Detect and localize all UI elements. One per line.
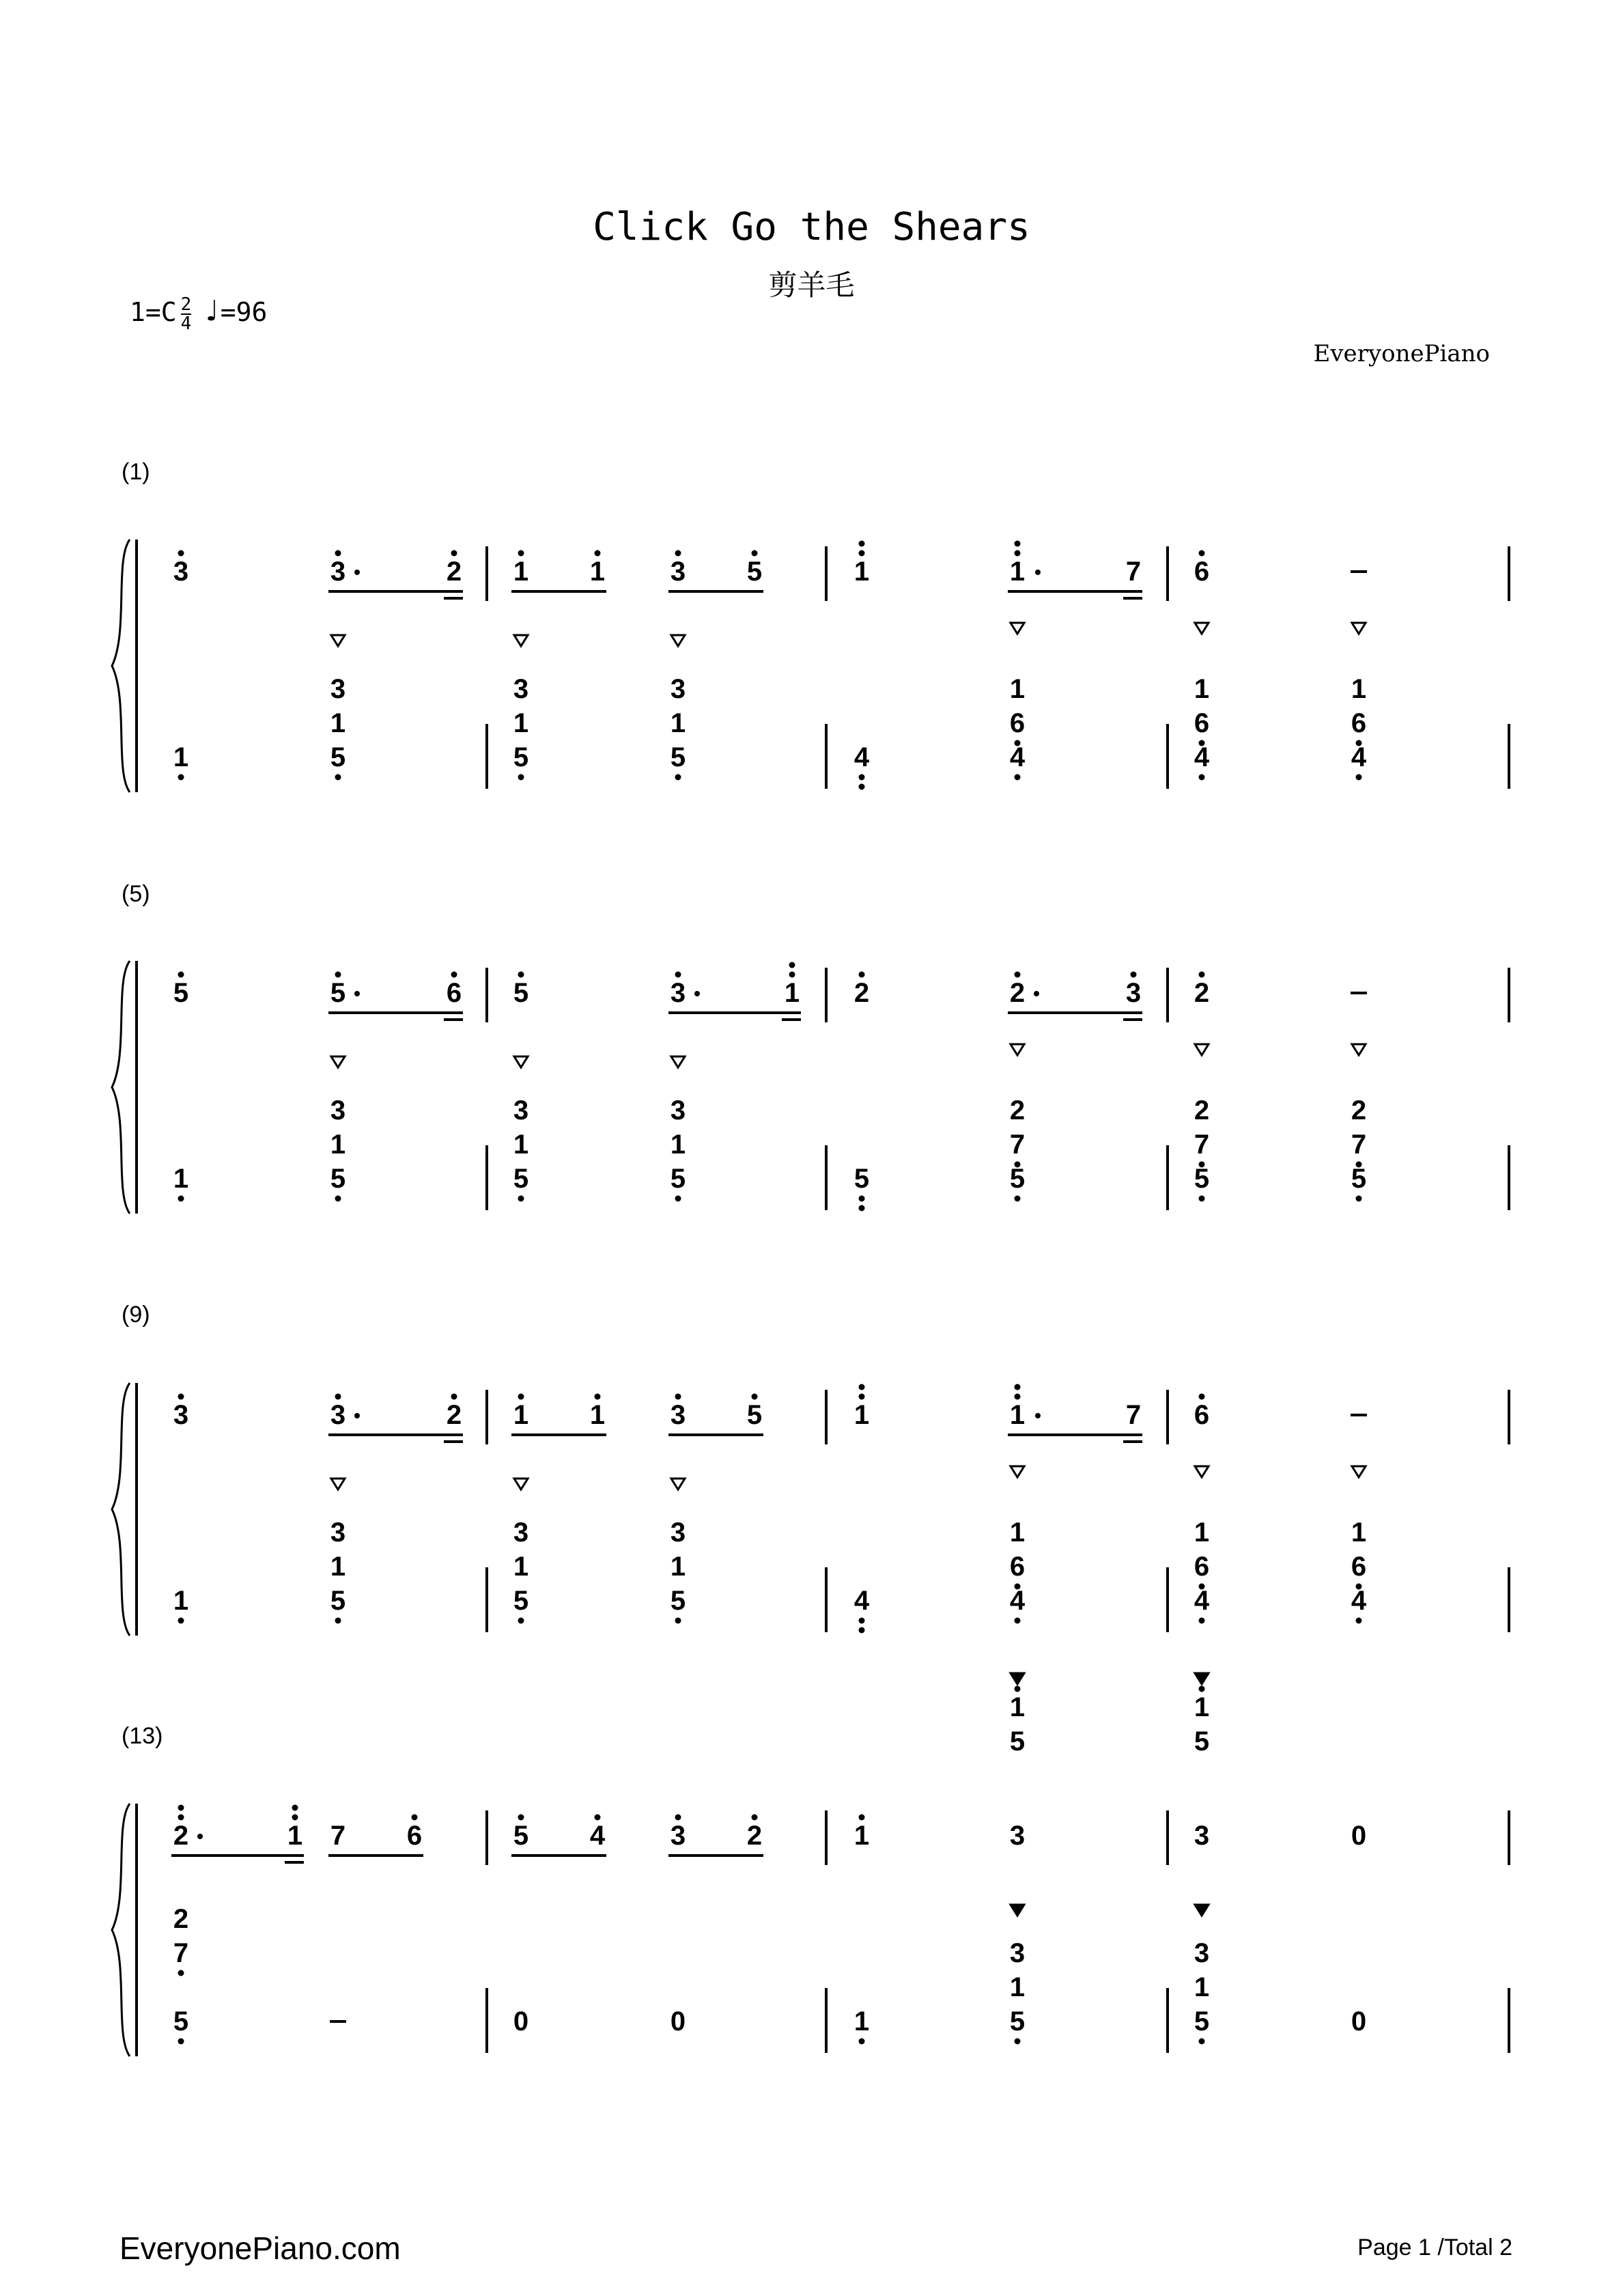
score-title: Click Go the Shears bbox=[593, 205, 1030, 249]
note-digit: 3 bbox=[330, 1095, 346, 1125]
note-digit: 1 bbox=[1351, 1517, 1367, 1548]
octave-dot bbox=[1015, 1686, 1021, 1692]
note-digit: 1 bbox=[1194, 674, 1210, 704]
note-digit: 1 bbox=[513, 1400, 529, 1430]
note-digit: 1 bbox=[330, 708, 346, 738]
note-digit: 2 bbox=[173, 1904, 189, 1934]
octave-dot bbox=[178, 1394, 184, 1400]
staccato-triangle-icon bbox=[1352, 1466, 1366, 1477]
note-digit: 3 bbox=[330, 674, 346, 704]
note-digit: 3 bbox=[330, 1400, 346, 1430]
rhythm-dot bbox=[354, 991, 360, 996]
staccato-triangle-icon bbox=[671, 1479, 685, 1489]
note-digit: 2 bbox=[1009, 978, 1026, 1008]
octave-dot bbox=[1199, 1618, 1205, 1624]
octave-dot bbox=[518, 550, 524, 557]
note-digit: 3 bbox=[513, 1517, 529, 1548]
system-1-measure-number: (1) bbox=[122, 459, 150, 485]
staccato-triangle-icon bbox=[514, 635, 528, 646]
note-digit: 1 bbox=[513, 708, 529, 738]
octave-dot bbox=[859, 541, 865, 547]
grand-staff-brace bbox=[112, 1804, 130, 2056]
note-digit: 3 bbox=[670, 1517, 686, 1548]
octave-dot bbox=[789, 962, 795, 968]
note-digit: 1 bbox=[1009, 674, 1026, 704]
octave-dot bbox=[1199, 1677, 1205, 1683]
octave-dot bbox=[1199, 2039, 1205, 2045]
time-signature-top: 2 bbox=[180, 294, 192, 315]
rhythm-dot bbox=[1035, 1413, 1041, 1418]
octave-dot bbox=[595, 1815, 601, 1821]
note-digit: 4 bbox=[1194, 742, 1210, 772]
note-digit: 4 bbox=[1194, 1586, 1210, 1616]
note-digit: 5 bbox=[670, 1164, 686, 1194]
note-digit: 3 bbox=[670, 674, 686, 704]
rhythm-dot bbox=[1034, 991, 1039, 996]
octave-dot bbox=[1015, 2039, 1021, 2045]
octave-dot bbox=[451, 550, 457, 557]
note-digit: 1 bbox=[784, 978, 800, 1008]
note-digit: 5 bbox=[1194, 2006, 1210, 2036]
octave-dot bbox=[178, 972, 184, 978]
octave-dot bbox=[675, 1196, 681, 1202]
note-digit: 1 bbox=[1351, 674, 1367, 704]
octave-dot bbox=[789, 972, 795, 978]
octave-dot bbox=[1199, 550, 1205, 557]
note-digit: 1 bbox=[1009, 557, 1026, 587]
octave-dot bbox=[1199, 1686, 1205, 1692]
octave-dot bbox=[518, 1618, 524, 1624]
grand-staff-brace bbox=[112, 961, 130, 1214]
note-digit: 5 bbox=[670, 1586, 686, 1616]
octave-dot bbox=[518, 972, 524, 978]
octave-dot bbox=[1015, 541, 1021, 547]
octave-dot bbox=[675, 972, 681, 978]
octave-dot bbox=[335, 1394, 341, 1400]
note-digit: 5 bbox=[330, 742, 346, 772]
note-digit: 1 bbox=[670, 1130, 686, 1160]
staccato-triangle-icon bbox=[1352, 623, 1366, 634]
note-digit: 3 bbox=[670, 557, 686, 587]
note-digit: 6 bbox=[1194, 708, 1210, 738]
octave-dot bbox=[335, 1196, 341, 1202]
note-digit: 5 bbox=[513, 742, 529, 772]
note-digit: 1 bbox=[1009, 1400, 1026, 1430]
note-digit: 1 bbox=[853, 1821, 870, 1851]
octave-dot bbox=[335, 774, 341, 781]
note-digit: 5 bbox=[513, 1821, 529, 1851]
note-digit: 2 bbox=[446, 1400, 462, 1430]
note-digit: 4 bbox=[589, 1821, 606, 1851]
octave-dot bbox=[518, 1394, 524, 1400]
staccato-triangle-icon bbox=[671, 1056, 685, 1067]
footer-site: EveryonePiano.com bbox=[119, 2230, 401, 2266]
note-digit: 5 bbox=[746, 557, 763, 587]
note-digit: 1 bbox=[1009, 1972, 1026, 2002]
note-digit: 5 bbox=[1009, 1164, 1026, 1194]
note-digit: 1 bbox=[1009, 1517, 1026, 1548]
octave-dot bbox=[1015, 1677, 1021, 1683]
note-digit: 6 bbox=[1194, 1400, 1210, 1430]
octave-dot bbox=[178, 1970, 184, 1976]
accent-triangle-icon bbox=[1011, 1905, 1024, 1916]
note-digit: 3 bbox=[1009, 1821, 1026, 1851]
octave-dot bbox=[859, 1618, 865, 1624]
note-digit: 2 bbox=[853, 978, 870, 1008]
quarter-note-icon: ♩ bbox=[202, 294, 221, 328]
note-digit: 6 bbox=[1009, 708, 1026, 738]
octave-dot bbox=[178, 550, 184, 557]
octave-dot bbox=[1356, 1618, 1362, 1624]
note-digit: 2 bbox=[1194, 978, 1210, 1008]
note-digit: 4 bbox=[853, 1586, 870, 1616]
note-digit: 3 bbox=[670, 1821, 686, 1851]
note-digit: 5 bbox=[173, 2006, 189, 2036]
note-digit: 5 bbox=[1194, 1164, 1210, 1194]
staccato-triangle-icon bbox=[514, 1056, 528, 1067]
octave-dot bbox=[335, 550, 341, 557]
octave-dot bbox=[675, 1815, 681, 1821]
note-digit: 4 bbox=[1009, 1586, 1026, 1616]
octave-dot bbox=[178, 1618, 184, 1624]
note-digit: 7 bbox=[1194, 1130, 1210, 1160]
octave-dot bbox=[859, 972, 865, 978]
note-digit: 6 bbox=[1351, 1552, 1367, 1582]
note-digit: 3 bbox=[670, 1400, 686, 1430]
note-digit: 3 bbox=[1125, 978, 1142, 1008]
staccato-triangle-icon bbox=[331, 635, 345, 646]
note-digit: 4 bbox=[1009, 742, 1026, 772]
octave-dot bbox=[1015, 1196, 1021, 1202]
octave-dot bbox=[1015, 774, 1021, 781]
octave-dot bbox=[859, 550, 865, 557]
note-digit: 1 bbox=[1194, 1692, 1210, 1722]
note-digit: 4 bbox=[1351, 1586, 1367, 1616]
note-digit: 5 bbox=[1009, 2006, 1026, 2036]
arranger-credit: EveryonePiano bbox=[1313, 340, 1490, 367]
octave-dot bbox=[752, 1815, 758, 1821]
staccato-triangle-icon bbox=[331, 1479, 345, 1489]
note-digit: 5 bbox=[173, 978, 189, 1008]
staccato-triangle-icon bbox=[1195, 1044, 1209, 1055]
note-digit: 7 bbox=[173, 1938, 189, 1968]
staccato-triangle-icon bbox=[1011, 1466, 1024, 1477]
note-digit: 3 bbox=[670, 978, 686, 1008]
octave-dot bbox=[178, 1196, 184, 1202]
note-digit: 1 bbox=[330, 1130, 346, 1160]
note-digit: 6 bbox=[1009, 1552, 1026, 1582]
note-digit: 1 bbox=[1194, 1972, 1210, 2002]
octave-dot bbox=[292, 1805, 298, 1811]
note-digit: 1 bbox=[1009, 1692, 1026, 1722]
grand-staff-brace bbox=[112, 540, 130, 792]
note-digit: 1 bbox=[670, 1552, 686, 1582]
octave-dot bbox=[1199, 1196, 1205, 1202]
note-digit: 1 bbox=[330, 1552, 346, 1582]
octave-dot bbox=[1199, 774, 1205, 781]
octave-dot bbox=[1015, 1394, 1021, 1400]
note-digit: 4 bbox=[853, 742, 870, 772]
note-digit: 3 bbox=[513, 1095, 529, 1125]
octave-dot bbox=[675, 1618, 681, 1624]
note-digit: 5 bbox=[330, 1164, 346, 1194]
note-digit: 3 bbox=[173, 1400, 189, 1430]
octave-dot bbox=[292, 1815, 298, 1821]
octave-dot bbox=[859, 1394, 865, 1400]
note-digit: 6 bbox=[1351, 708, 1367, 738]
octave-dot bbox=[1015, 1384, 1021, 1390]
note-digit: 5 bbox=[853, 1164, 870, 1194]
staccato-triangle-icon bbox=[1352, 1044, 1366, 1055]
octave-dot bbox=[1015, 972, 1021, 978]
note-digit: 5 bbox=[746, 1400, 763, 1430]
note-digit: 3 bbox=[1194, 1938, 1210, 1968]
octave-dot bbox=[859, 1627, 865, 1634]
octave-dot bbox=[859, 2039, 865, 2045]
note-digit: 2 bbox=[173, 1821, 189, 1851]
octave-dot bbox=[178, 1805, 184, 1811]
note-digit: 3 bbox=[1194, 1821, 1210, 1851]
score-subtitle: 剪羊毛 bbox=[768, 268, 855, 302]
grand-staff-brace bbox=[112, 1383, 130, 1636]
octave-dot bbox=[1356, 774, 1362, 781]
note-digit: 2 bbox=[1351, 1095, 1367, 1125]
note-digit: 5 bbox=[330, 978, 346, 1008]
octave-dot bbox=[1015, 550, 1021, 557]
tempo-marking: =96 bbox=[220, 297, 268, 327]
note-digit: 5 bbox=[1194, 1726, 1210, 1756]
rest-digit: 0 bbox=[1351, 1821, 1367, 1851]
octave-dot bbox=[1199, 972, 1205, 978]
octave-dot bbox=[675, 1394, 681, 1400]
note-digit: 7 bbox=[330, 1821, 346, 1851]
octave-dot bbox=[859, 1196, 865, 1202]
octave-dot bbox=[752, 550, 758, 557]
octave-dot bbox=[1131, 972, 1137, 978]
octave-dot bbox=[1356, 1196, 1362, 1202]
note-digit: 3 bbox=[330, 1517, 346, 1548]
rhythm-dot bbox=[197, 1834, 203, 1839]
octave-dot bbox=[335, 1618, 341, 1624]
note-digit: 2 bbox=[1194, 1095, 1210, 1125]
staccato-triangle-icon bbox=[1011, 623, 1024, 634]
note-digit: 3 bbox=[513, 674, 529, 704]
note-digit: 7 bbox=[1351, 1130, 1367, 1160]
rhythm-dot bbox=[354, 1413, 360, 1418]
note-digit: 2 bbox=[746, 1821, 763, 1851]
note-digit: 1 bbox=[1194, 1517, 1210, 1548]
note-digit: 5 bbox=[513, 978, 529, 1008]
note-digit: 1 bbox=[513, 557, 529, 587]
octave-dot bbox=[1199, 1394, 1205, 1400]
note-digit: 2 bbox=[446, 557, 462, 587]
octave-dot bbox=[859, 774, 865, 781]
note-digit: 1 bbox=[287, 1821, 303, 1851]
note-digit: 6 bbox=[406, 1821, 423, 1851]
rest-digit: 0 bbox=[1351, 2006, 1367, 2036]
note-digit: 6 bbox=[1194, 1552, 1210, 1582]
note-digit: 1 bbox=[173, 1164, 189, 1194]
rhythm-dot bbox=[694, 991, 700, 996]
octave-dot bbox=[518, 1196, 524, 1202]
octave-dot bbox=[178, 2039, 184, 2045]
note-digit: 1 bbox=[670, 708, 686, 738]
rhythm-dot bbox=[354, 570, 360, 575]
note-digit: 2 bbox=[1009, 1095, 1026, 1125]
octave-dot bbox=[859, 1384, 865, 1390]
octave-dot bbox=[178, 774, 184, 781]
note-digit: 1 bbox=[589, 1400, 606, 1430]
octave-dot bbox=[178, 1815, 184, 1821]
staccato-triangle-icon bbox=[1011, 1044, 1024, 1055]
rest-digit: 0 bbox=[670, 2006, 686, 2036]
note-digit: 7 bbox=[1125, 1400, 1142, 1430]
note-digit: 1 bbox=[853, 557, 870, 587]
note-digit: 5 bbox=[1351, 1164, 1367, 1194]
note-digit: 3 bbox=[670, 1095, 686, 1125]
system-4-measure-number: (13) bbox=[122, 1723, 163, 1749]
octave-dot bbox=[675, 774, 681, 781]
system-3-measure-number: (9) bbox=[122, 1302, 150, 1328]
staccato-triangle-icon bbox=[331, 1056, 345, 1067]
note-digit: 7 bbox=[1009, 1130, 1026, 1160]
staccato-triangle-icon bbox=[1195, 1466, 1209, 1477]
note-digit: 1 bbox=[513, 1552, 529, 1582]
note-digit: 3 bbox=[330, 557, 346, 587]
octave-dot bbox=[595, 1394, 601, 1400]
key-signature: 1=C bbox=[130, 297, 177, 327]
footer-page-number: Page 1 /Total 2 bbox=[1357, 2235, 1512, 2260]
note-digit: 5 bbox=[513, 1586, 529, 1616]
note-digit: 6 bbox=[1194, 557, 1210, 587]
note-digit: 1 bbox=[173, 742, 189, 772]
note-digit: 7 bbox=[1125, 557, 1142, 587]
note-digit: 5 bbox=[513, 1164, 529, 1194]
note-digit: 1 bbox=[513, 1130, 529, 1160]
octave-dot bbox=[752, 1394, 758, 1400]
octave-dot bbox=[412, 1815, 418, 1821]
staccato-triangle-icon bbox=[514, 1479, 528, 1489]
octave-dot bbox=[1015, 1618, 1021, 1624]
note-digit: 1 bbox=[853, 1400, 870, 1430]
rest-digit: 0 bbox=[513, 2006, 529, 2036]
octave-dot bbox=[859, 1815, 865, 1821]
system-2-measure-number: (5) bbox=[122, 881, 150, 907]
octave-dot bbox=[451, 972, 457, 978]
octave-dot bbox=[518, 1815, 524, 1821]
rhythm-dot bbox=[1035, 570, 1041, 575]
octave-dot bbox=[595, 550, 601, 557]
accent-triangle-icon bbox=[1195, 1905, 1209, 1916]
note-digit: 1 bbox=[853, 2006, 870, 2036]
note-digit: 3 bbox=[173, 557, 189, 587]
octave-dot bbox=[335, 972, 341, 978]
octave-dot bbox=[859, 784, 865, 790]
octave-dot bbox=[859, 1205, 865, 1212]
note-digit: 5 bbox=[1009, 1726, 1026, 1756]
staccato-triangle-icon bbox=[1195, 623, 1209, 634]
note-digit: 3 bbox=[1009, 1938, 1026, 1968]
note-digit: 1 bbox=[173, 1586, 189, 1616]
note-digit: 5 bbox=[330, 1586, 346, 1616]
note-digit: 6 bbox=[446, 978, 462, 1008]
staccato-triangle-icon bbox=[671, 635, 685, 646]
note-digit: 5 bbox=[670, 742, 686, 772]
time-signature-bottom: 4 bbox=[180, 313, 192, 334]
note-digit: 4 bbox=[1351, 742, 1367, 772]
octave-dot bbox=[675, 550, 681, 557]
note-digit: 1 bbox=[589, 557, 606, 587]
octave-dot bbox=[451, 1394, 457, 1400]
octave-dot bbox=[518, 774, 524, 781]
